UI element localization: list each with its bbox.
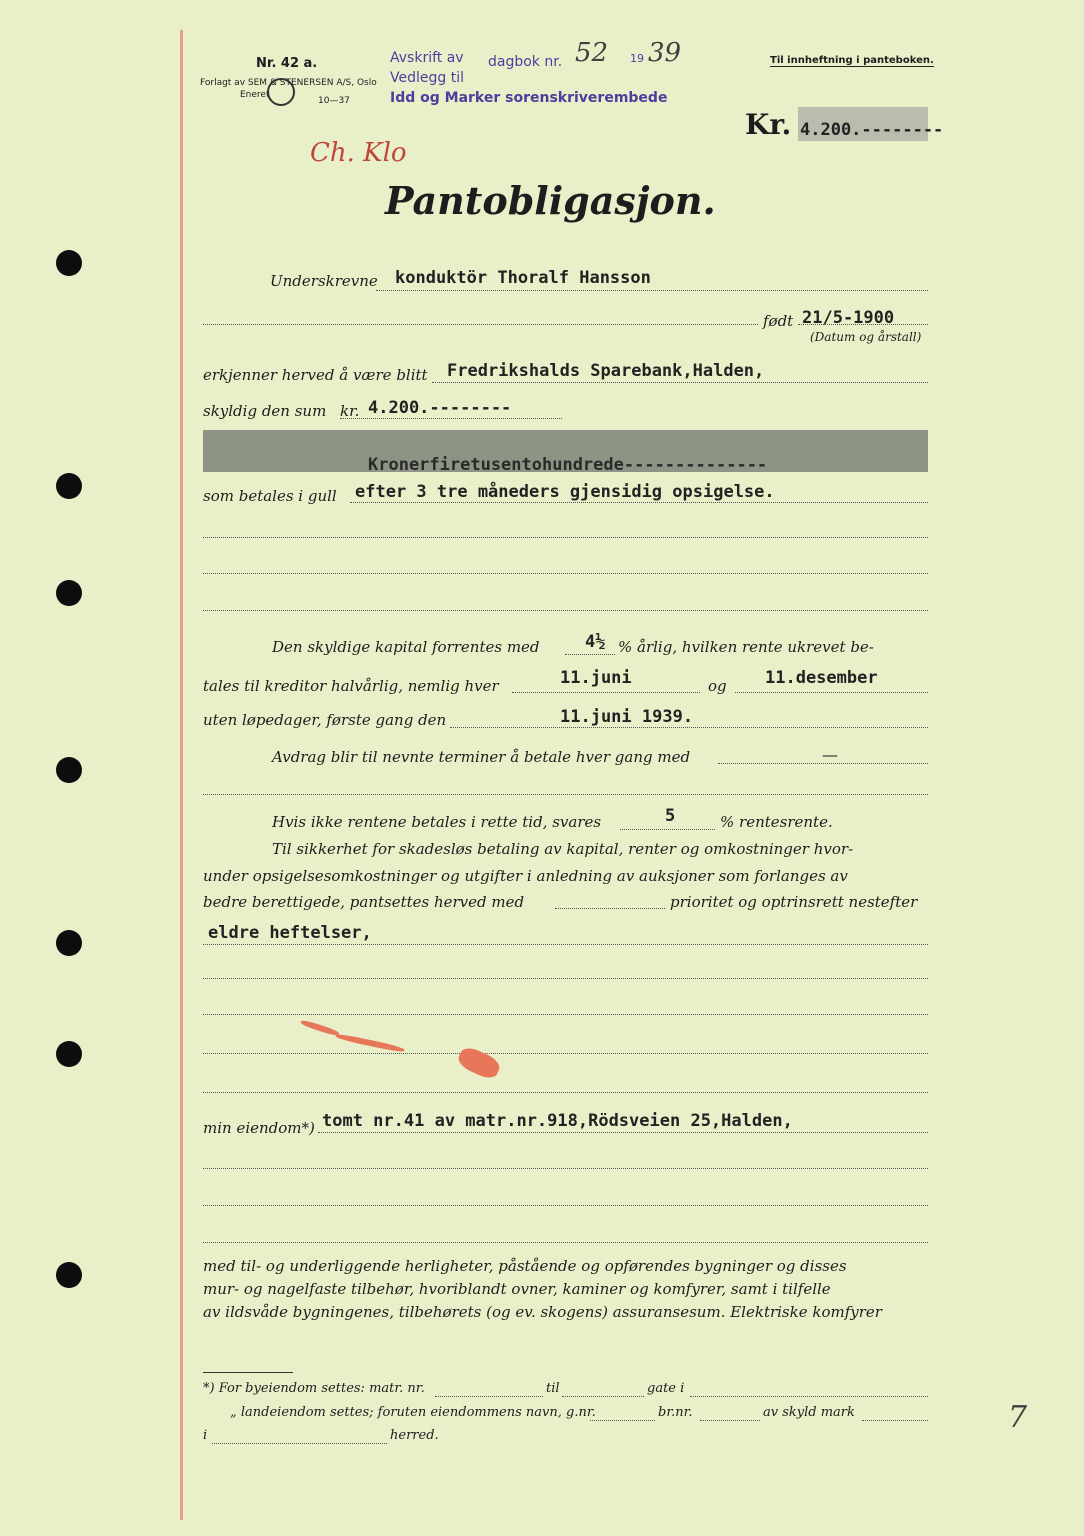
punch-hole [56, 580, 82, 606]
punch-hole [56, 473, 82, 499]
stamp-avskrift: Avskrift av [390, 50, 464, 66]
fill-line [432, 382, 928, 383]
fill-line [203, 978, 928, 979]
fill-line [555, 908, 665, 909]
punch-hole [56, 250, 82, 276]
publisher-line: Forlagt av SEM & STENERSEN A/S, Oslo [200, 78, 377, 88]
fill-line [318, 1132, 928, 1133]
publisher-logo [267, 78, 295, 106]
creditor-name: Fredrikshalds Sparebank,Halden, [447, 361, 765, 381]
kr-label: Kr. [745, 108, 792, 141]
footnote-2c: av skyld mark [763, 1405, 855, 1420]
dagbok-number: 52 [575, 38, 609, 68]
fill-line [203, 794, 928, 795]
eldre-heftelser: eldre heftelser, [208, 923, 372, 943]
skyldig-label: skyldig den sum [203, 402, 327, 420]
fill-line [203, 1205, 928, 1206]
footnote-3b: herred. [390, 1428, 439, 1443]
fill-line [700, 1420, 760, 1421]
stamp-dagbok: dagbok nr. [488, 54, 563, 70]
form-number: Nr. 42 a. [256, 56, 318, 71]
fill-line [376, 290, 928, 291]
birth-date: 21/5-1900 [802, 308, 895, 328]
rente-text-1a: Den skyldige kapital forrentes med [272, 638, 540, 656]
punch-hole [56, 757, 82, 783]
sikkerhet-text-2: under opsigelsesomkostninger og utgifter i anledning av auksjoner som forlanges av [203, 867, 848, 885]
sikkerhet-text-3a: bedre berettigede, pantsettes herved med [203, 893, 525, 911]
fill-line [203, 573, 928, 574]
kr-amount: 4.200.-------- [800, 120, 944, 140]
footnote-rule [203, 1372, 293, 1373]
footnote-1a: *) For byeiendom settes: matr. nr. [203, 1381, 425, 1396]
fill-line [450, 727, 928, 728]
med-text-1: med til- og underliggende herligheter, påstående og opførendes bygninger og disses [203, 1257, 847, 1275]
footnote-2a: „ landeiendom settes; foruten eiendommens navn, g.nr. [230, 1405, 596, 1420]
rights-text: Eneret [240, 90, 270, 100]
underskrevne-label: Underskrevne [270, 272, 378, 290]
fill-line [735, 692, 928, 693]
first-payment-date: 11.juni 1939. [560, 707, 694, 727]
avdrag-value: — [822, 745, 838, 764]
document-title: Pantobligasjon. [385, 178, 716, 223]
term-date-1: 11.juni [560, 668, 632, 688]
fill-line [203, 944, 928, 945]
avdrag-text: Avdrag blir til nevnte terminer å betale hver gang med [272, 748, 691, 766]
fill-line [203, 1168, 928, 1169]
med-text-2: mur- og nagelfaste tilbehør, hvoriblandt ovner, kaminer og komfyrer, samt i tilfelle [203, 1280, 831, 1298]
fill-line [435, 1396, 543, 1397]
sum-amount: 4.200.-------- [368, 398, 512, 418]
eiendom-label: min eiendom*) [203, 1119, 315, 1137]
fill-line [203, 1014, 928, 1015]
margin-rule [180, 30, 183, 1520]
fill-line [562, 1396, 644, 1397]
red-scribble [335, 1033, 405, 1053]
erkjenner-label: erkjenner herved å være blitt [203, 366, 428, 384]
fodt-label: født [763, 312, 794, 330]
stamp-embede: Idd og Marker sorenskriverembede [390, 90, 668, 106]
footnote-1b: til [546, 1381, 560, 1396]
fill-line [590, 1420, 655, 1421]
fill-line [340, 418, 562, 419]
footnote-2b: br.nr. [658, 1405, 693, 1420]
punch-hole [56, 1262, 82, 1288]
hvis-text-a: Hvis ikke rentene betales i rette tid, svares [272, 813, 602, 831]
fill-line [203, 1053, 928, 1054]
punch-hole [56, 1041, 82, 1067]
kr-prefix: kr. [340, 402, 360, 420]
footnote-1c: gate i [647, 1381, 685, 1396]
fill-line [203, 324, 758, 325]
hvis-text-b: % rentesrente. [720, 813, 833, 831]
debtor-name: konduktör Thoralf Hansson [395, 268, 651, 288]
datum-note: (Datum og årstall) [810, 330, 922, 344]
rentesrente-percent: 5 [665, 806, 676, 826]
red-scribble [300, 1019, 340, 1037]
fill-line [350, 502, 928, 503]
og-text: og [708, 677, 727, 695]
margin-note: Ch. Klo [310, 138, 407, 168]
stamp-vedlegg: Vedlegg til [390, 70, 464, 86]
amount-words: Kronerfiretusentohundrede-------------- [368, 455, 768, 475]
betales-label: som betales i gull [203, 487, 337, 505]
form-date: 10—37 [318, 96, 350, 106]
rente-text-1b: % årlig, hvilken rente ukrevet be- [618, 638, 874, 656]
fill-line [565, 654, 615, 655]
sikkerhet-text-1: Til sikkerhet for skadesløs betaling av kapital, renter og omkostninger hvor- [272, 840, 854, 858]
dagbok-year: 39 [648, 38, 682, 68]
fill-line [203, 1092, 928, 1093]
fill-line [690, 1396, 928, 1397]
punch-hole [56, 930, 82, 956]
fill-line [212, 1443, 387, 1444]
rente-text-2a: tales til kreditor halvårlig, nemlig hver [203, 677, 499, 695]
page-mark: 7 [1008, 1400, 1028, 1435]
footnote-3a: i [203, 1428, 208, 1443]
innheftning-note: Til innheftning i panteboken. [770, 55, 934, 66]
fill-line [203, 610, 928, 611]
fill-line [512, 692, 700, 693]
property-description: tomt nr.41 av matr.nr.918,Rödsveien 25,Halden, [322, 1111, 793, 1131]
med-text-3: av ildsvåde bygningenes, tilbehørets (og ev. skogens) assuransesum. Elektriske komfyrer [203, 1303, 882, 1321]
rente-text-3a: uten løpedager, første gang den [203, 711, 447, 729]
fill-line [203, 537, 928, 538]
fill-line [203, 1242, 928, 1243]
interest-rate: 4½ [585, 632, 606, 652]
year-prefix: 19 [630, 52, 644, 65]
fill-line [620, 829, 715, 830]
red-scribble [455, 1044, 502, 1082]
term-date-2: 11.desember [765, 668, 878, 688]
betales-terms: efter 3 tre måneders gjensidig opsigelse. [355, 482, 775, 502]
fill-line [862, 1420, 928, 1421]
sikkerhet-text-3b: prioritet og optrinsrett nestefter [670, 893, 918, 911]
